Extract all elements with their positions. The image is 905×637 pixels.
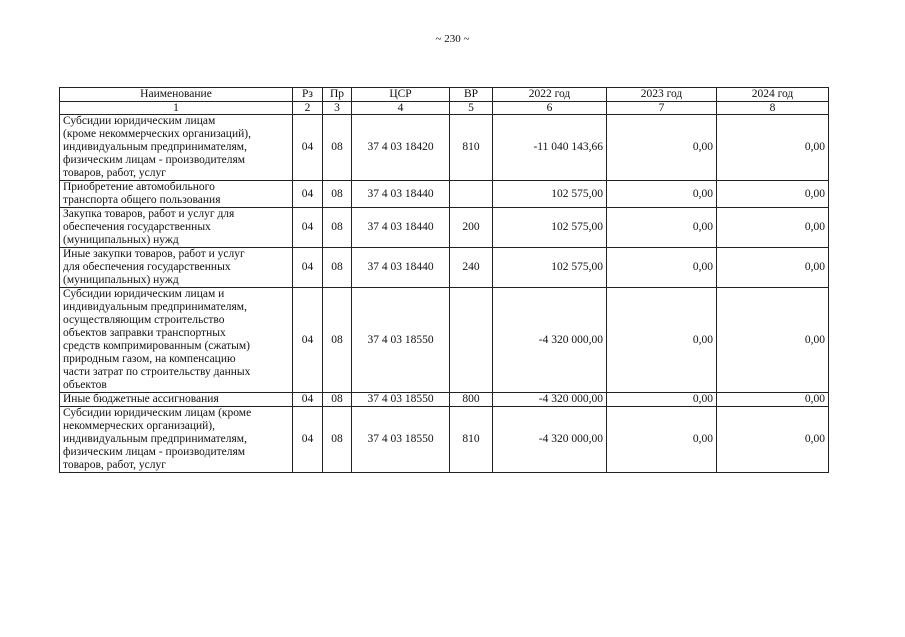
section-code-cell: 04	[293, 407, 323, 473]
header-row	[60, 88, 829, 102]
item-name-line: объектов	[63, 379, 107, 391]
amount-2024-cell: 0,00	[717, 393, 829, 407]
table-row	[60, 407, 829, 473]
item-name-line: части затрат по строительству данных	[63, 366, 251, 378]
item-name-line: индивидуальным предпринимателям,	[63, 301, 247, 313]
target-article-cell: 37 4 03 18440	[352, 208, 450, 248]
header-2024: 2024 год	[717, 88, 829, 102]
amount-2024-cell: 0,00	[717, 248, 829, 288]
header-vr: ВР	[450, 88, 493, 102]
amount-2024-cell: 0,00	[717, 115, 829, 181]
amount-2023-cell: 0,00	[607, 393, 717, 407]
target-article-cell: 37 4 03 18550	[352, 407, 450, 473]
subsection-code-cell: 08	[323, 407, 352, 473]
item-name-cell	[60, 181, 293, 208]
amount-2022-cell: -4 320 000,00	[493, 393, 607, 407]
subsection-code-cell: 08	[323, 288, 352, 393]
item-name-line: Субсидии юридическим лицам (кроме	[63, 407, 252, 419]
header-2022: 2022 год	[493, 88, 607, 102]
amount-2022-cell: -4 320 000,00	[493, 407, 607, 473]
table-row	[60, 208, 829, 248]
subsection-code-cell: 08	[323, 248, 352, 288]
column-number: 1	[60, 102, 293, 115]
amount-2023-cell: 0,00	[607, 181, 717, 208]
amount-2024-cell: 0,00	[717, 181, 829, 208]
item-name-line: физическим лицам - производителям	[63, 154, 246, 166]
item-name-cell	[60, 115, 293, 181]
amount-2023-cell: 0,00	[607, 208, 717, 248]
item-name-cell	[60, 393, 293, 407]
header-rz: Рз	[293, 88, 323, 102]
item-name-line: товаров, работ, услуг	[63, 459, 166, 471]
item-name-cell	[60, 208, 293, 248]
item-name-cell	[60, 248, 293, 288]
amount-2022-cell: -4 320 000,00	[493, 288, 607, 393]
amount-2022-cell: 102 575,00	[493, 208, 607, 248]
table-row	[60, 181, 829, 208]
item-name-line: транспорта общего пользования	[63, 194, 221, 206]
amount-2022-cell: -11 040 143,66	[493, 115, 607, 181]
header-name: Наименование	[60, 88, 293, 102]
column-number: 3	[323, 102, 352, 115]
item-name-line: (муниципальных) нужд	[63, 274, 179, 286]
table-row	[60, 393, 829, 407]
item-name-line: товаров, работ, услуг	[63, 167, 166, 179]
amount-2024-cell: 0,00	[717, 407, 829, 473]
item-name-line: объектов заправки транспортных	[63, 327, 226, 339]
expense-type-cell: 800	[450, 393, 493, 407]
column-number: 4	[352, 102, 450, 115]
amount-2022-cell: 102 575,00	[493, 248, 607, 288]
target-article-cell: 37 4 03 18550	[352, 393, 450, 407]
budget-table	[59, 87, 829, 473]
column-number: 6	[493, 102, 607, 115]
item-name-line: Субсидии юридическим лицам и	[63, 288, 225, 300]
item-name-line: Закупка товаров, работ и услуг для	[63, 208, 235, 220]
item-name-line: Субсидии юридическим лицам	[63, 115, 216, 127]
amount-2024-cell: 0,00	[717, 208, 829, 248]
column-number: 2	[293, 102, 323, 115]
column-number: 8	[717, 102, 829, 115]
section-code-cell: 04	[293, 208, 323, 248]
column-number: 7	[607, 102, 717, 115]
column-number: 5	[450, 102, 493, 115]
header-pr: Пр	[323, 88, 352, 102]
target-article-cell: 37 4 03 18440	[352, 181, 450, 208]
section-code-cell: 04	[293, 248, 323, 288]
item-name-line: обеспечения государственных	[63, 221, 211, 233]
amount-2023-cell: 0,00	[607, 115, 717, 181]
column-number-row	[60, 102, 829, 115]
target-article-cell: 37 4 03 18440	[352, 248, 450, 288]
item-name-line: средств компримированным (сжатым)	[63, 340, 251, 352]
expense-type-cell	[450, 181, 493, 208]
amount-2024-cell: 0,00	[717, 288, 829, 393]
item-name-line: Иные бюджетные ассигнования	[63, 393, 219, 405]
table-row	[60, 115, 829, 181]
header-2023: 2023 год	[607, 88, 717, 102]
item-name-cell	[60, 407, 293, 473]
item-name-line: Приобретение автомобильного	[63, 181, 215, 193]
item-name-line: Иные закупки товаров, работ и услуг	[63, 248, 245, 260]
table-body	[60, 115, 829, 473]
item-name-line: (муниципальных) нужд	[63, 234, 179, 246]
subsection-code-cell: 08	[323, 208, 352, 248]
subsection-code-cell: 08	[323, 393, 352, 407]
expense-type-cell	[450, 288, 493, 393]
item-name-line: природным газом, на компенсацию	[63, 353, 236, 365]
amount-2022-cell: 102 575,00	[493, 181, 607, 208]
subsection-code-cell: 08	[323, 181, 352, 208]
page-number: ~ 230 ~	[435, 33, 470, 45]
item-name-line: (кроме некоммерческих организаций),	[63, 128, 251, 140]
item-name-cell	[60, 288, 293, 393]
section-code-cell: 04	[293, 115, 323, 181]
amount-2023-cell: 0,00	[607, 248, 717, 288]
item-name-line: индивидуальным предпринимателям,	[63, 433, 247, 445]
expense-type-cell: 240	[450, 248, 493, 288]
subsection-code-cell: 08	[323, 115, 352, 181]
table-row	[60, 288, 829, 393]
target-article-cell: 37 4 03 18420	[352, 115, 450, 181]
header-csr: ЦСР	[352, 88, 450, 102]
expense-type-cell: 810	[450, 115, 493, 181]
item-name-line: для обеспечения государственных	[63, 261, 231, 273]
item-name-line: физическим лицам - производителям	[63, 446, 246, 458]
amount-2023-cell: 0,00	[607, 407, 717, 473]
expense-type-cell: 200	[450, 208, 493, 248]
table-row	[60, 248, 829, 288]
item-name-line: индивидуальным предпринимателям,	[63, 141, 247, 153]
section-code-cell: 04	[293, 288, 323, 393]
item-name-line: осуществляющим строительство	[63, 314, 225, 326]
section-code-cell: 04	[293, 181, 323, 208]
amount-2023-cell: 0,00	[607, 288, 717, 393]
target-article-cell: 37 4 03 18550	[352, 288, 450, 393]
item-name-line: некоммерческих организаций),	[63, 420, 216, 432]
expense-type-cell: 810	[450, 407, 493, 473]
section-code-cell: 04	[293, 393, 323, 407]
